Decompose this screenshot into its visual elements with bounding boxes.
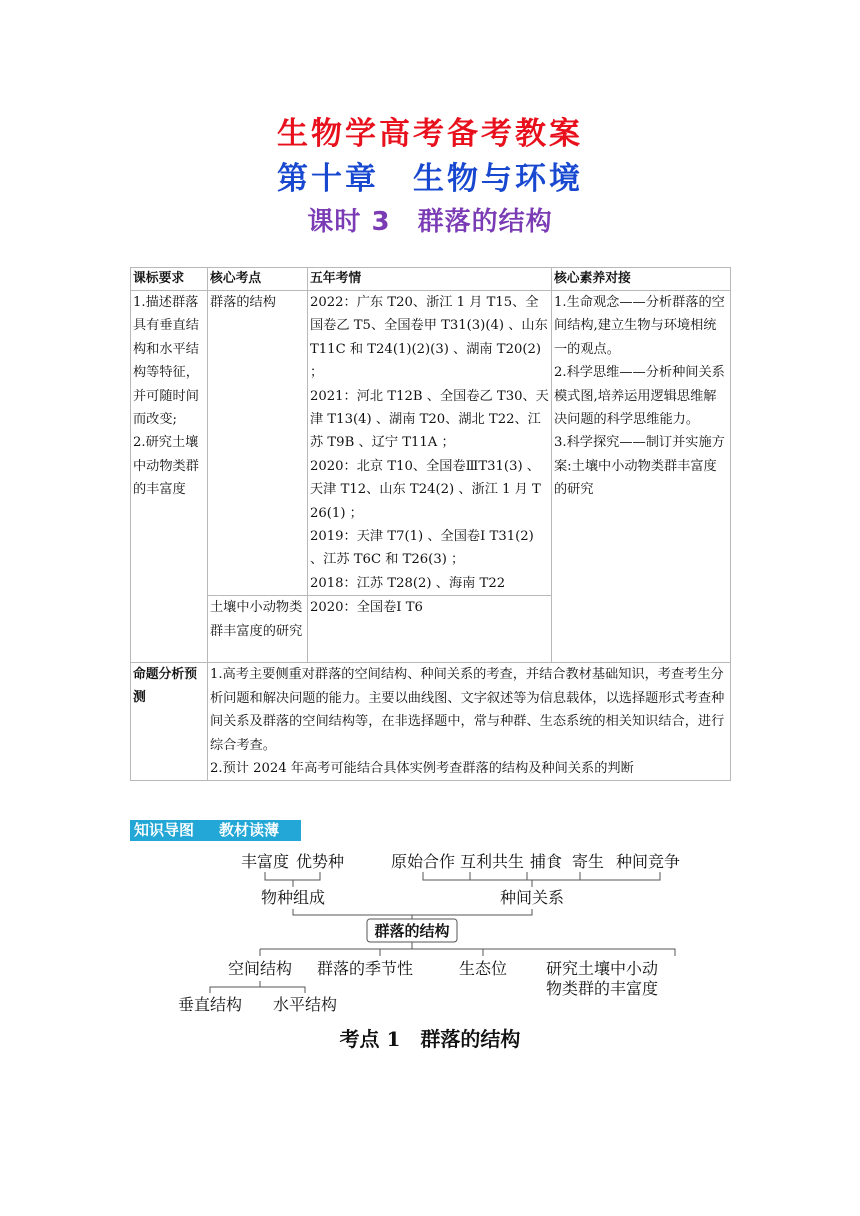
node-fengfu: 丰富度 (240, 852, 290, 871)
node-zhongjian: 种间关系 (499, 888, 565, 907)
table-row (131, 663, 731, 781)
chapter-title: 第十章 生物与环境 (277, 161, 583, 197)
node-root: 群落的结构 (374, 922, 450, 940)
node-shuiping: 水平结构 (272, 995, 338, 1014)
node-youshi: 优势种 (295, 852, 345, 871)
header-requirements: 课标要求 (131, 268, 208, 291)
section-title: 考点 1 群落的结构 (339, 1027, 521, 1051)
node-shengtai: 生态位 (458, 959, 508, 978)
node-wuzhong: 物种组成 (260, 888, 326, 907)
node-jijie: 群落的季节性 (316, 959, 414, 978)
core-point-cell: 土壤中小动物类群丰富度的研究 (208, 596, 308, 663)
node-jingzheng: 种间竞争 (615, 852, 681, 871)
knowledge-mind-map (170, 845, 700, 1020)
node-yuanshi: 原始合作 (390, 852, 456, 871)
header-exams: 五年考情 (308, 268, 552, 291)
node-kongjian: 空间结构 (227, 959, 293, 978)
exams-cell: 2022：广东 T20、浙江 1 月 T15、全国卷乙 T5、全国卷甲 T31(3)(4) 、山东 T11C 和 T24(1)(2)(3) 、湖南 T20(2) ； 2021：河北 T12B 、全国卷乙 T30、天津 T13(4) 、湖南 T20、湖北 T22、江苏 T9B 、辽宁 T11A ； 2020：北京 T10、全国卷ⅢT31(3) 、天津 T12、山东 T24(2) 、浙江 1 月 T26(1) ； 2019：天津 T7(1) 、全国卷Ⅰ T31(2) 、江苏 T6C 和 T26(3) ； 2018：江苏 T28(2) 、海南 T22 (308, 291, 552, 596)
knowledge-map-badge: 知识导图 (130, 820, 220, 841)
literacy-cell: 1.生命观念——分析群落的空间结构,建立生物与环境相统一的观点。 2.科学思维——分析种间关系模式图,培养运用逻辑思维解决问题的科学思维能力。 3.科学探究——制订并实施方案:土壤中小动物类群丰富度的研究 (552, 291, 731, 663)
exams-cell: 2020：全国卷Ⅰ T6 (308, 596, 552, 663)
table-row (131, 291, 731, 596)
node-yanjiu-line2: 物类群的丰富度 (545, 979, 659, 998)
textbook-badge: 教材读薄 (215, 820, 301, 841)
lesson-title: 课时 3 群落的结构 (307, 207, 553, 237)
core-point-cell: 群落的结构 (208, 291, 308, 596)
header-literacy: 核心素养对接 (552, 268, 731, 291)
node-jisheng: 寄生 (571, 852, 605, 871)
node-chuizhi: 垂直结构 (177, 995, 243, 1014)
requirements-cell: 1.描述群落具有垂直结构和水平结构等特征，并可随时间而改变; 2.研究土壤中动物类群的丰富度 (131, 291, 208, 663)
header-core-point: 核心考点 (208, 268, 308, 291)
curriculum-table (130, 267, 731, 781)
analysis-cell: 1.高考主要侧重对群落的空间结构、种间关系的考查，并结合教材基础知识，考查考生分析问题和解决问题的能力。主要以曲线图、文字叙述等为信息载体，以选择题形式考查种间关系及群落的空间结构等，在非选择题中，常与种群、生态系统的相关知识结合，进行综合考查。 2.预计 2024 年高考可能结合具体实例考查群落的结构及种间关系的判断 (208, 663, 731, 781)
table-header-row (131, 268, 731, 291)
analysis-label-cell: 命题分析预测 (131, 663, 208, 781)
node-huli: 互利共生 (459, 852, 525, 871)
node-yanjiu-line1: 研究土壤中小动 (545, 959, 659, 978)
node-bushi: 捕食 (529, 852, 563, 871)
doc-title: 生物学高考备考教案 (277, 116, 583, 152)
